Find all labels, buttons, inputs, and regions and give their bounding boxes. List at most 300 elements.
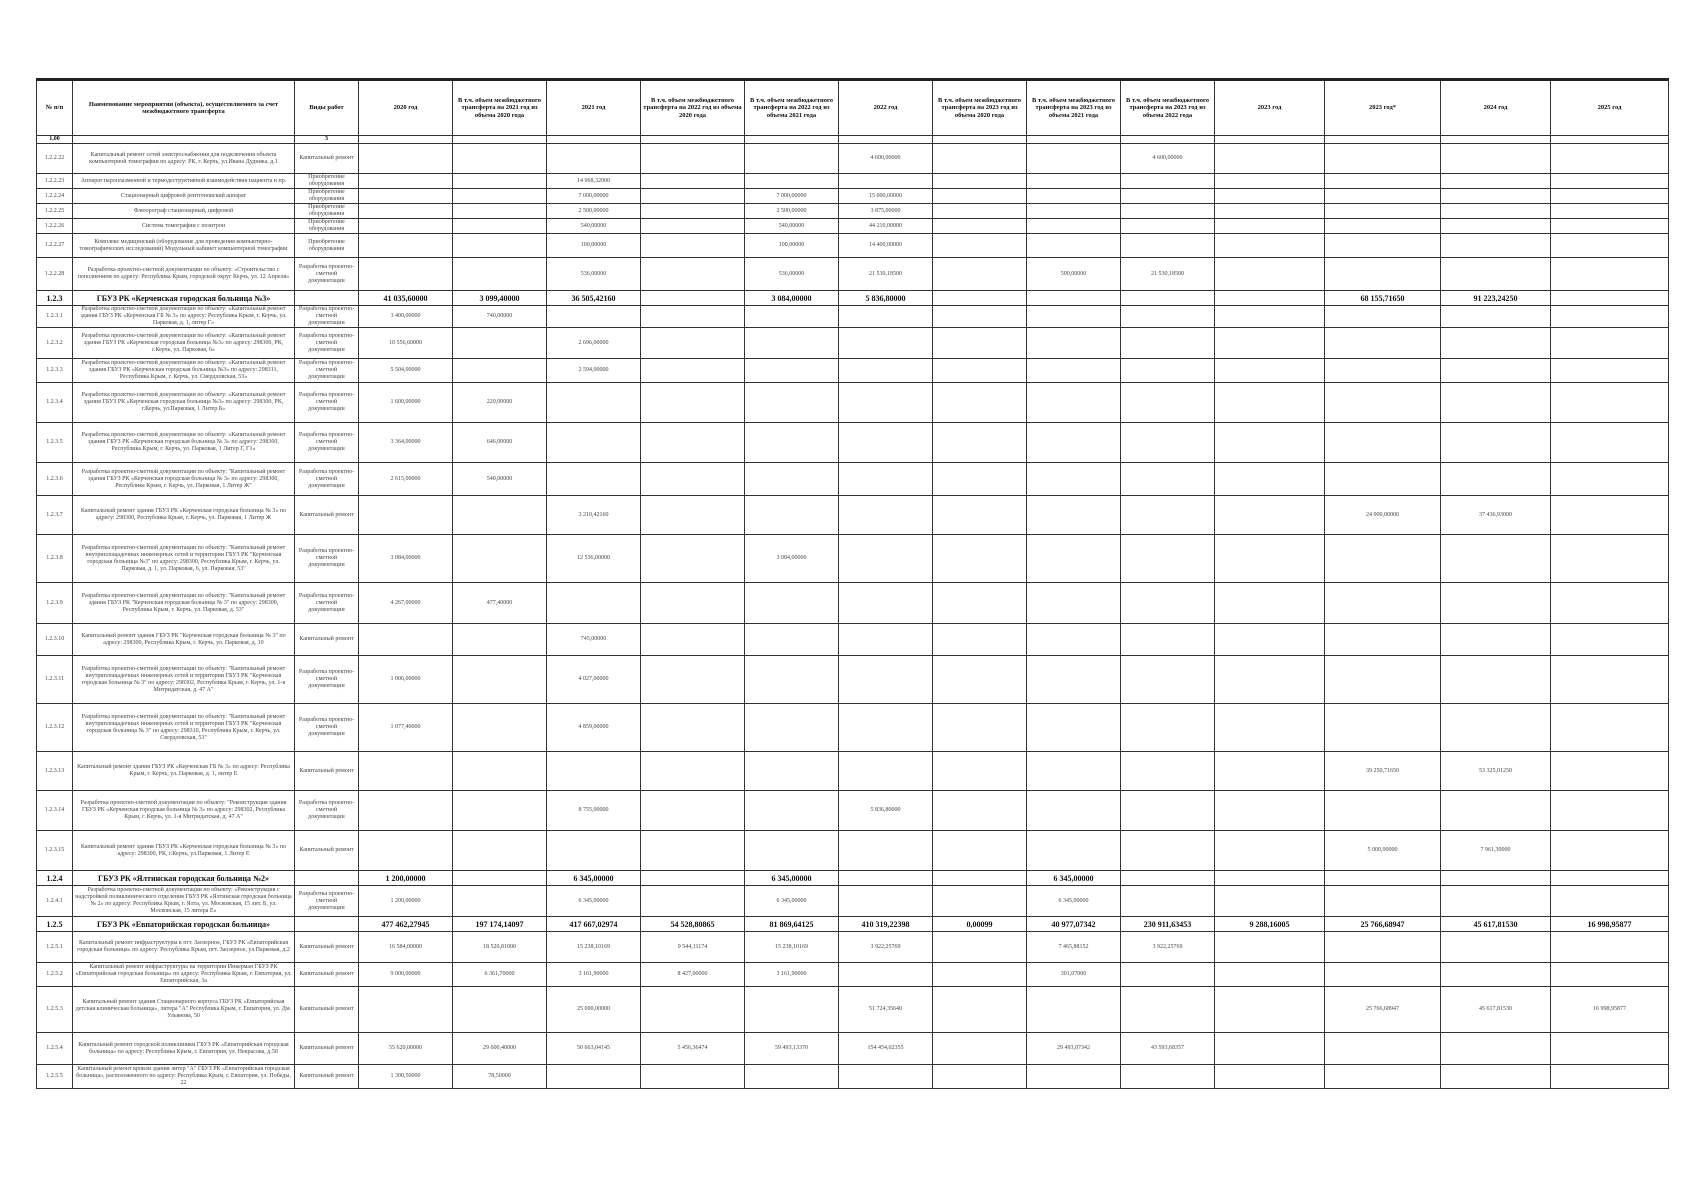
row-value: 39 250,71650: [1325, 752, 1441, 791]
row-value: [1215, 535, 1325, 583]
row-value: [359, 258, 453, 291]
row-value: [359, 987, 453, 1033]
header-transfer-2020-to-2023: В т.ч. объем межбюджетного трансферта на 2023 год из объема 2020 года: [933, 80, 1027, 136]
row-value: [745, 583, 839, 624]
row-value: [839, 752, 933, 791]
row-value: [641, 624, 745, 656]
row-number: 1.2.2.28: [37, 258, 73, 291]
row-value: 24 000,00000: [1325, 496, 1441, 535]
row-value: 5 000,00000: [1325, 831, 1441, 871]
row-value: 7 465,88152: [1027, 932, 1121, 963]
row-name: Разработка проектно-сметной документации по объекту: «Капитальный ремонт здания ГБУЗ РК «Керченская городская больница № 3» по адресу: 298300, Республика Крым, г. Керчь, ул. Парковая, 1 Литер Г, Г1»: [73, 423, 295, 463]
row-value: [1551, 258, 1669, 291]
row-value: [933, 306, 1027, 328]
row-value: [547, 463, 641, 496]
row-value: [933, 583, 1027, 624]
row-value: 6 345,00000: [547, 871, 641, 886]
row-value: [1441, 624, 1551, 656]
row-value: 55 620,00000: [359, 1033, 453, 1065]
row-work-type: Разработка проектно-сметной документации: [295, 258, 359, 291]
row-value: [547, 1065, 641, 1089]
row-number: 1.2.3.8: [37, 535, 73, 583]
row-value: [1551, 1065, 1669, 1089]
row-value: [1551, 932, 1669, 963]
row-value: [933, 423, 1027, 463]
row-value: [1121, 987, 1215, 1033]
row-value: [1551, 383, 1669, 423]
row-value: [1027, 189, 1121, 204]
row-value: [1121, 963, 1215, 987]
row-value: [1551, 174, 1669, 189]
row-value: 3 364,00000: [359, 423, 453, 463]
row-value: 37 436,93000: [1441, 496, 1551, 535]
row-value: 4 859,00000: [547, 704, 641, 752]
row-name: Комплекс медицинский (оборудование для проведения компьютерно-томографических исследований) Модульный кабинет компьютерной томографии: [73, 234, 295, 258]
row-value: [641, 189, 745, 204]
table-row: [37, 219, 1669, 234]
row-value: [1027, 219, 1121, 234]
row-value: [1121, 306, 1215, 328]
row-value: [1215, 886, 1325, 917]
row-value: 740,00000: [453, 306, 547, 328]
row-value: [839, 463, 933, 496]
row-name: Капитальный ремонт инфраструктуры на территории Инкерман ГБУЗ РК «Евпаторийская городская больница» по адресу: Республика Крым, г. Евпатория, ул. Евпаторийская, 3а: [73, 963, 295, 987]
row-value: [839, 496, 933, 535]
header-transfer-2021-to-2022: В т.ч. объем межбюджетного трансферта на 2022 год из объема 2021 года: [745, 80, 839, 136]
column-number-cell: [73, 136, 295, 144]
row-value: [359, 752, 453, 791]
row-value: 16 998,95877: [1551, 987, 1669, 1033]
row-number: 1.2.3.11: [37, 656, 73, 704]
row-value: [1121, 583, 1215, 624]
row-value: [933, 704, 1027, 752]
row-value: [933, 656, 1027, 704]
row-work-type: Приобретение оборудования: [295, 189, 359, 204]
row-value: [1215, 831, 1325, 871]
row-value: [1441, 535, 1551, 583]
row-value: [1215, 189, 1325, 204]
row-value: [1325, 359, 1441, 383]
table-body: [37, 144, 1669, 1089]
row-value: 1 200,00000: [359, 886, 453, 917]
row-value: [1121, 496, 1215, 535]
row-value: 9 288,16005: [1215, 917, 1325, 932]
row-value: [745, 174, 839, 189]
row-value: [1551, 963, 1669, 987]
row-value: [359, 144, 453, 174]
row-value: [1215, 871, 1325, 886]
row-value: [641, 871, 745, 886]
row-number: 1.2.2.27: [37, 234, 73, 258]
row-value: [1441, 656, 1551, 704]
row-value: [547, 423, 641, 463]
row-value: 7 000,00000: [745, 189, 839, 204]
row-value: 7 000,00000: [547, 189, 641, 204]
row-number: 1.2.4: [37, 871, 73, 886]
row-value: [1551, 704, 1669, 752]
budget-table-sheet: [36, 78, 1668, 1089]
row-number: 1.2.5.4: [37, 1033, 73, 1065]
row-value: [1215, 624, 1325, 656]
row-value: [1027, 624, 1121, 656]
row-value: 3 400,00000: [359, 306, 453, 328]
row-work-type: [295, 291, 359, 306]
row-value: [1551, 886, 1669, 917]
row-value: [1551, 871, 1669, 886]
row-value: 5 456,36474: [641, 1033, 745, 1065]
row-value: 3 084,00000: [359, 535, 453, 583]
row-value: [933, 291, 1027, 306]
row-number: 1.2.2.25: [37, 204, 73, 219]
row-value: [1441, 423, 1551, 463]
row-value: [1215, 328, 1325, 359]
row-value: [1215, 144, 1325, 174]
row-value: [933, 791, 1027, 831]
row-value: [641, 359, 745, 383]
row-value: [933, 496, 1027, 535]
row-value: [1027, 144, 1121, 174]
row-value: [933, 204, 1027, 219]
row-value: [1027, 204, 1121, 219]
table-row: [37, 963, 1669, 987]
row-number: 1.2.2.22: [37, 144, 73, 174]
row-value: [453, 328, 547, 359]
row-value: [1325, 871, 1441, 886]
row-value: 10 556,60000: [359, 328, 453, 359]
row-value: 536,00000: [745, 258, 839, 291]
row-number: 1.2.2.26: [37, 219, 73, 234]
row-value: [1215, 306, 1325, 328]
row-work-type: Капитальный ремонт: [295, 987, 359, 1033]
row-name: Разработка проектно-сметной документации по объекту: "Капитальный ремонт внутриплощадочных инженерных сетей и территории ГБУЗ РК "Керченская городская больница № 3" по адресу: 298310, Республика Крым, г. Керчь, ул. Свердловская, 53": [73, 704, 295, 752]
row-name: Капитальный ремонт здания ГБУЗ РК «Керченская городская больница № 3» по адресу: 298300, Республика Крым, г. Керчь, ул. Парковая, 1 Литер Ж: [73, 496, 295, 535]
table-row: [37, 144, 1669, 174]
row-value: [933, 932, 1027, 963]
row-value: [839, 831, 933, 871]
row-value: 6 361,70000: [453, 963, 547, 987]
row-value: [1027, 656, 1121, 704]
row-value: [641, 291, 745, 306]
row-value: [933, 144, 1027, 174]
row-value: [745, 328, 839, 359]
row-value: [1121, 291, 1215, 306]
row-value: [1441, 144, 1551, 174]
row-value: [1551, 219, 1669, 234]
table-row: [37, 174, 1669, 189]
row-number: 1.2.3.7: [37, 496, 73, 535]
row-value: 15 238,10169: [547, 932, 641, 963]
row-value: 230 911,63453: [1121, 917, 1215, 932]
row-value: [839, 656, 933, 704]
row-value: 197 174,14097: [453, 917, 547, 932]
column-number-cell: [453, 136, 547, 144]
row-value: 12 536,00000: [547, 535, 641, 583]
row-number: 1.2.3.10: [37, 624, 73, 656]
row-value: [1441, 791, 1551, 831]
row-value: [1121, 463, 1215, 496]
row-value: [933, 234, 1027, 258]
row-value: [1215, 383, 1325, 423]
row-work-type: Капитальный ремонт: [295, 932, 359, 963]
row-value: [839, 328, 933, 359]
column-number-cell: [745, 136, 839, 144]
row-value: [1215, 932, 1325, 963]
row-value: 15 238,10169: [745, 932, 839, 963]
table-row: [37, 234, 1669, 258]
column-number-cell: [1551, 136, 1669, 144]
row-value: [933, 831, 1027, 871]
row-value: 14 400,00000: [839, 234, 933, 258]
row-value: [1215, 258, 1325, 291]
row-value: [933, 535, 1027, 583]
row-value: [1215, 656, 1325, 704]
row-value: [359, 219, 453, 234]
row-value: [1441, 871, 1551, 886]
row-number: 1.2.5.1: [37, 932, 73, 963]
column-number-cell: [359, 136, 453, 144]
row-value: [745, 144, 839, 174]
row-value: [1215, 1033, 1325, 1065]
row-value: 4 027,00000: [547, 656, 641, 704]
row-value: 1 200,00000: [359, 871, 453, 886]
header-2023: 2023 год: [1215, 80, 1325, 136]
row-value: [1441, 359, 1551, 383]
row-value: [641, 752, 745, 791]
row-value: [641, 204, 745, 219]
row-value: [359, 234, 453, 258]
header-transfer-2020-to-2021: В т.ч. объем межбюджетного трансферта на 2021 год из объема 2020 года: [453, 80, 547, 136]
row-value: [547, 383, 641, 423]
row-value: 45 617,81530: [1441, 987, 1551, 1033]
row-value: [1027, 535, 1121, 583]
header-name: Наименование мероприятия (объекта), осуществляемого за счет межбюджетного трансферта: [73, 80, 295, 136]
row-work-type: Разработка проектно-сметной документации: [295, 791, 359, 831]
row-name: Разработка проектно-сметной документации по объекту: «Строительство с пополнением по адресу: Республика Крым, городской округ Керчь, ул. 12 Апреля»: [73, 258, 295, 291]
row-name: Стационарный цифровой рентгеновский аппарат: [73, 189, 295, 204]
row-value: [745, 656, 839, 704]
row-value: [933, 871, 1027, 886]
row-value: [1325, 535, 1441, 583]
column-number-cell: 1,00: [37, 136, 73, 144]
row-value: [1215, 234, 1325, 258]
row-value: [1215, 752, 1325, 791]
row-work-type: Приобретение оборудования: [295, 174, 359, 189]
row-value: [839, 704, 933, 752]
row-value: [641, 583, 745, 624]
row-value: [547, 831, 641, 871]
row-value: 220,00000: [453, 383, 547, 423]
row-value: [839, 871, 933, 886]
row-value: 417 667,02974: [547, 917, 641, 932]
row-value: [1121, 752, 1215, 791]
row-value: [1121, 624, 1215, 656]
header-transfer-2020-to-2022: В т.ч. объем межбюджетного трансферта на 2022 год из объема 2020 года: [641, 80, 745, 136]
row-value: [933, 963, 1027, 987]
row-value: 477 462,27945: [359, 917, 453, 932]
row-value: [453, 535, 547, 583]
row-value: [641, 383, 745, 423]
row-value: [1325, 144, 1441, 174]
row-value: [1551, 831, 1669, 871]
row-value: [453, 704, 547, 752]
row-name: Разработка проектно-сметной документации по объекту: "Капитальный ремонт внутриплощадочных инженерных сетей и территории ГБУЗ РК "Керченская городская больница №3" по адресу: 298300, Республика Крым, г. Керчь, ул. Парковая, д. 1, ул. Парковая, 6, ул. Парковая, 53": [73, 535, 295, 583]
row-value: [1027, 831, 1121, 871]
row-value: 21 530,18500: [839, 258, 933, 291]
row-value: [359, 791, 453, 831]
row-work-type: Капитальный ремонт: [295, 496, 359, 535]
table-row: [37, 258, 1669, 291]
row-value: [1325, 656, 1441, 704]
row-value: 6 345,00000: [1027, 871, 1121, 886]
row-name: Разработка проектно-сметной документации по объекту: «Капитальный ремонт здания ГБУЗ РК «Керченская ГБ № 3» по адресу: Республика Крым, г. Керчь, ул. Парковая, д. 1, литер Г»: [73, 306, 295, 328]
column-number-cell: [547, 136, 641, 144]
row-number: 1.2.4.1: [37, 886, 73, 917]
row-value: [1441, 328, 1551, 359]
row-value: 301,07000: [1027, 963, 1121, 987]
row-value: 8 427,00000: [641, 963, 745, 987]
row-work-type: [295, 871, 359, 886]
row-value: [1551, 328, 1669, 359]
row-value: [745, 423, 839, 463]
row-value: [1027, 791, 1121, 831]
row-value: [1441, 174, 1551, 189]
row-name: Капитальный ремонт сетей электроснабжения для подключения объекта компьютерной томографии по адресу: РК, г. Керчь, ул.Ивана Дудника, д.1: [73, 144, 295, 174]
row-value: 41 035,60000: [359, 291, 453, 306]
row-work-type: Приобретение оборудования: [295, 234, 359, 258]
row-value: 100,00000: [547, 234, 641, 258]
row-work-type: Разработка проектно-сметной документации: [295, 328, 359, 359]
row-value: [839, 1065, 933, 1089]
row-value: [453, 831, 547, 871]
row-value: [359, 496, 453, 535]
row-value: [1551, 463, 1669, 496]
row-value: [453, 219, 547, 234]
budget-table: [36, 78, 1669, 1089]
row-value: [1441, 219, 1551, 234]
row-value: [453, 496, 547, 535]
row-work-type: Разработка проектно-сметной документации: [295, 535, 359, 583]
column-number-cell: [641, 136, 745, 144]
column-number-cell: [1441, 136, 1551, 144]
row-value: [359, 189, 453, 204]
row-value: [839, 359, 933, 383]
row-value: [1551, 189, 1669, 204]
row-value: 3 084,00000: [745, 291, 839, 306]
row-value: [641, 831, 745, 871]
row-value: 6 345,00000: [745, 886, 839, 917]
row-value: [641, 174, 745, 189]
row-number: 1.2.3.12: [37, 704, 73, 752]
row-value: [641, 1065, 745, 1089]
row-value: 29 493,07342: [1027, 1033, 1121, 1065]
row-number: 1.2.2.24: [37, 189, 73, 204]
row-number: 1.2.2.23: [37, 174, 73, 189]
row-value: [1551, 752, 1669, 791]
row-number: 1.2.5.3: [37, 987, 73, 1033]
header-row: [37, 80, 1669, 136]
row-value: 540,00000: [745, 219, 839, 234]
row-value: [1215, 704, 1325, 752]
row-value: [1215, 219, 1325, 234]
row-value: [1027, 306, 1121, 328]
row-value: [1551, 583, 1669, 624]
row-value: [1325, 963, 1441, 987]
row-value: [839, 306, 933, 328]
row-value: [453, 656, 547, 704]
row-value: [1121, 328, 1215, 359]
column-number-cell: 3: [295, 136, 359, 144]
row-value: [933, 1065, 1027, 1089]
row-number: 1.2.5.5: [37, 1065, 73, 1089]
row-value: 1 006,00000: [359, 656, 453, 704]
row-value: 43 593,68357: [1121, 1033, 1215, 1065]
row-value: [1215, 583, 1325, 624]
row-value: [1027, 752, 1121, 791]
row-value: [1441, 383, 1551, 423]
row-value: [1215, 463, 1325, 496]
row-value: [745, 383, 839, 423]
table-row: [37, 886, 1669, 917]
row-value: 91 223,24250: [1441, 291, 1551, 306]
row-work-type: Капитальный ремонт: [295, 624, 359, 656]
row-value: [1551, 791, 1669, 831]
column-number-cell: [1121, 136, 1215, 144]
row-value: [453, 624, 547, 656]
row-value: [933, 174, 1027, 189]
header-2024: 2024 год: [1441, 80, 1551, 136]
row-value: [1325, 932, 1441, 963]
row-name: Капитальный ремонт здания ГБУЗ РК "Керченская городская больница № 3" по адресу: 298300, Республика Крым, г. Керчь, ул. Парковая, д. 10: [73, 624, 295, 656]
row-work-type: Капитальный ремонт: [295, 144, 359, 174]
row-value: [1551, 291, 1669, 306]
row-value: 25 766,68947: [1325, 987, 1441, 1033]
row-value: [1551, 234, 1669, 258]
row-value: 1 600,00000: [359, 383, 453, 423]
row-value: [641, 791, 745, 831]
row-name: Разработка проектно-сметной документации по объекту: "Капитальный ремонт здания ГБУЗ РК «Керченская городская больница № 3» по адресу: 298300, Республика Крым, г. Керчь, ул. Парковая, 1 Литер Ж": [73, 463, 295, 496]
row-value: [641, 144, 745, 174]
row-value: [1027, 463, 1121, 496]
row-value: [547, 583, 641, 624]
row-value: [1441, 963, 1551, 987]
row-value: [1325, 204, 1441, 219]
row-value: 36 505,42160: [547, 291, 641, 306]
column-number-cell: [1215, 136, 1325, 144]
row-value: 68 155,71650: [1325, 291, 1441, 306]
row-value: [933, 359, 1027, 383]
row-value: [1121, 219, 1215, 234]
header-num: № п/п: [37, 80, 73, 136]
row-value: [641, 496, 745, 535]
row-value: [745, 1065, 839, 1089]
row-value: 1 077,40000: [359, 704, 453, 752]
row-value: 536,00000: [547, 258, 641, 291]
row-value: 51 724,35640: [839, 987, 933, 1033]
row-value: [1325, 328, 1441, 359]
row-value: 54 528,80865: [641, 917, 745, 932]
row-value: 2 500,00000: [745, 204, 839, 219]
group-row: [37, 291, 1669, 306]
row-value: [453, 234, 547, 258]
row-value: 16 998,95877: [1551, 917, 1669, 932]
row-value: 2 500,00000: [547, 204, 641, 219]
row-work-type: Капитальный ремонт: [295, 1065, 359, 1089]
row-value: [1121, 234, 1215, 258]
row-value: [1215, 1065, 1325, 1089]
row-value: 18 520,81000: [453, 932, 547, 963]
row-value: [641, 656, 745, 704]
row-value: [453, 987, 547, 1033]
